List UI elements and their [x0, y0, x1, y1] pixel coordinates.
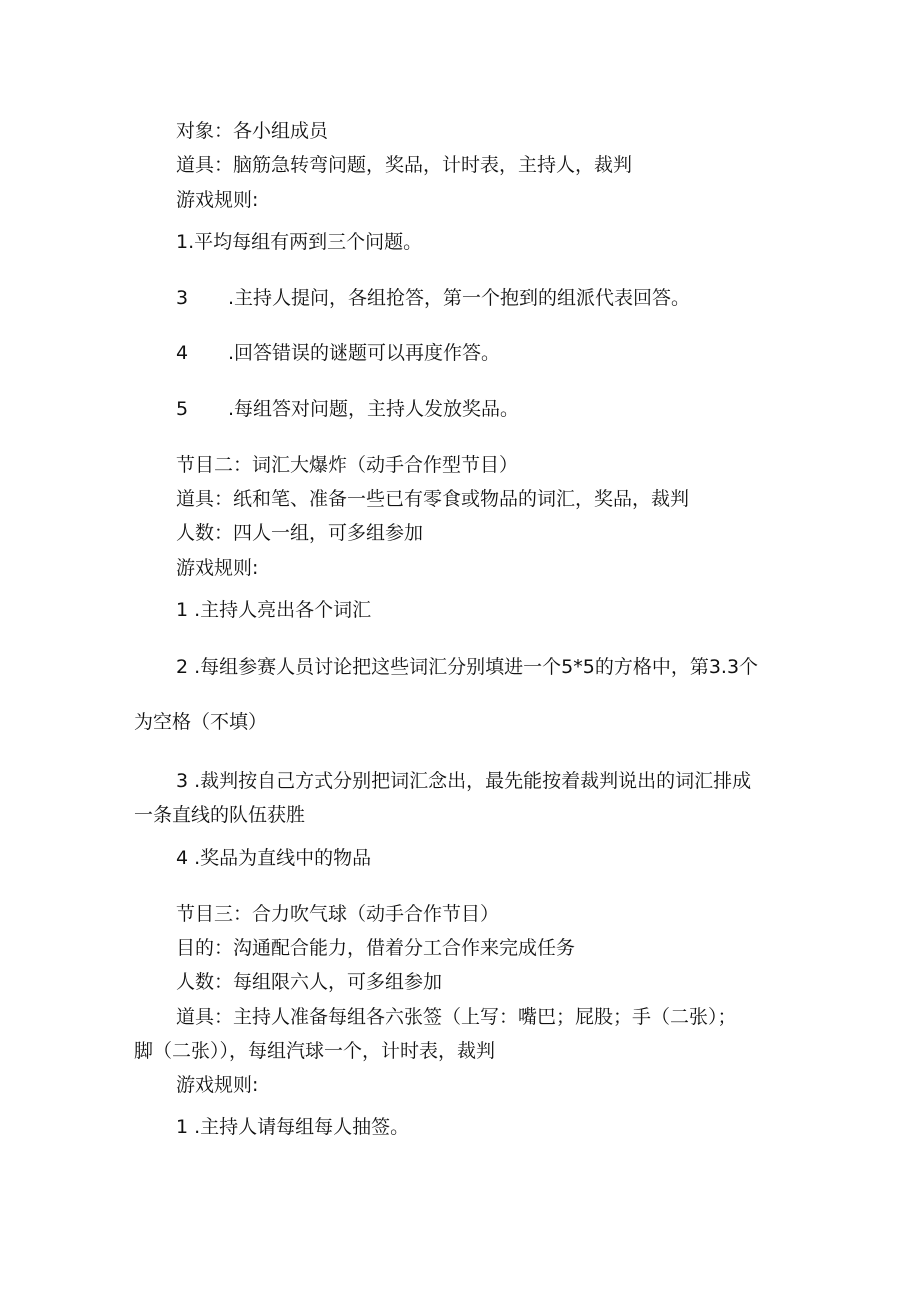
- rules-heading: 游戏规则:: [176, 189, 259, 211]
- rule-number: 3: [176, 287, 189, 309]
- rule-text: .回答错误的谜题可以再度作答。: [228, 342, 501, 364]
- rules-heading: 游戏规则:: [176, 557, 259, 579]
- purpose-line: 目的：沟通配合能力，借着分工合作来完成任务: [176, 937, 576, 959]
- rule-item: [176, 285, 690, 311]
- rule-item: 1 .主持人请每组每人抽签。: [176, 1116, 410, 1138]
- rule-item: 3 .裁判按自己方式分别把词汇念出，最先能按着裁判说出的词汇排成: [176, 770, 752, 792]
- rule-number: 5: [176, 398, 189, 420]
- rule-item: [176, 396, 519, 422]
- section-title: 节目二：词汇大爆炸（动手合作型节目）: [176, 454, 519, 476]
- props-line: 道具：脑筋急转弯问题，奖品，计时表，主持人，裁判: [176, 154, 633, 176]
- section-title: 节目三：合力吹气球（动手合作节目）: [176, 903, 500, 925]
- rules-heading: 游戏规则:: [176, 1074, 259, 1096]
- rule-number: 4: [176, 342, 189, 364]
- people-line: 人数：每组限六人，可多组参加: [176, 971, 443, 993]
- object-line: 对象：各小组成员: [176, 120, 329, 142]
- props-line: 道具：纸和笔、准备一些已有零食或物品的词汇，奖品，裁判: [176, 488, 690, 510]
- rule-text: .每组答对问题，主持人发放奖品。: [228, 398, 520, 420]
- rule-text: .主持人提问，各组抢答，第一个抱到的组派代表回答。: [228, 287, 691, 309]
- rule-item-continuation: 为空格（不填）: [134, 711, 268, 733]
- rule-item: 4 .奖品为直线中的物品: [176, 847, 372, 869]
- rule-item-continuation: 一条直线的队伍获胜: [134, 804, 306, 826]
- people-line: 人数：四人一组，可多组参加: [176, 522, 424, 544]
- rule-item: 1 .主持人亮出各个词汇: [176, 599, 372, 621]
- rule-item: 2 .每组参赛人员讨论把这些词汇分别填进一个5*5的方格中，第3.3个: [176, 656, 759, 678]
- props-continuation: 脚（二张）），每组汽球一个，计时表，裁判: [134, 1040, 496, 1062]
- props-line: 道具：主持人准备每组各六张签（上写：嘴巴；屁股；手（二张）；: [176, 1006, 737, 1028]
- rule-item: 1.平均每组有两到三个问题。: [176, 231, 423, 253]
- rule-item: [176, 340, 500, 366]
